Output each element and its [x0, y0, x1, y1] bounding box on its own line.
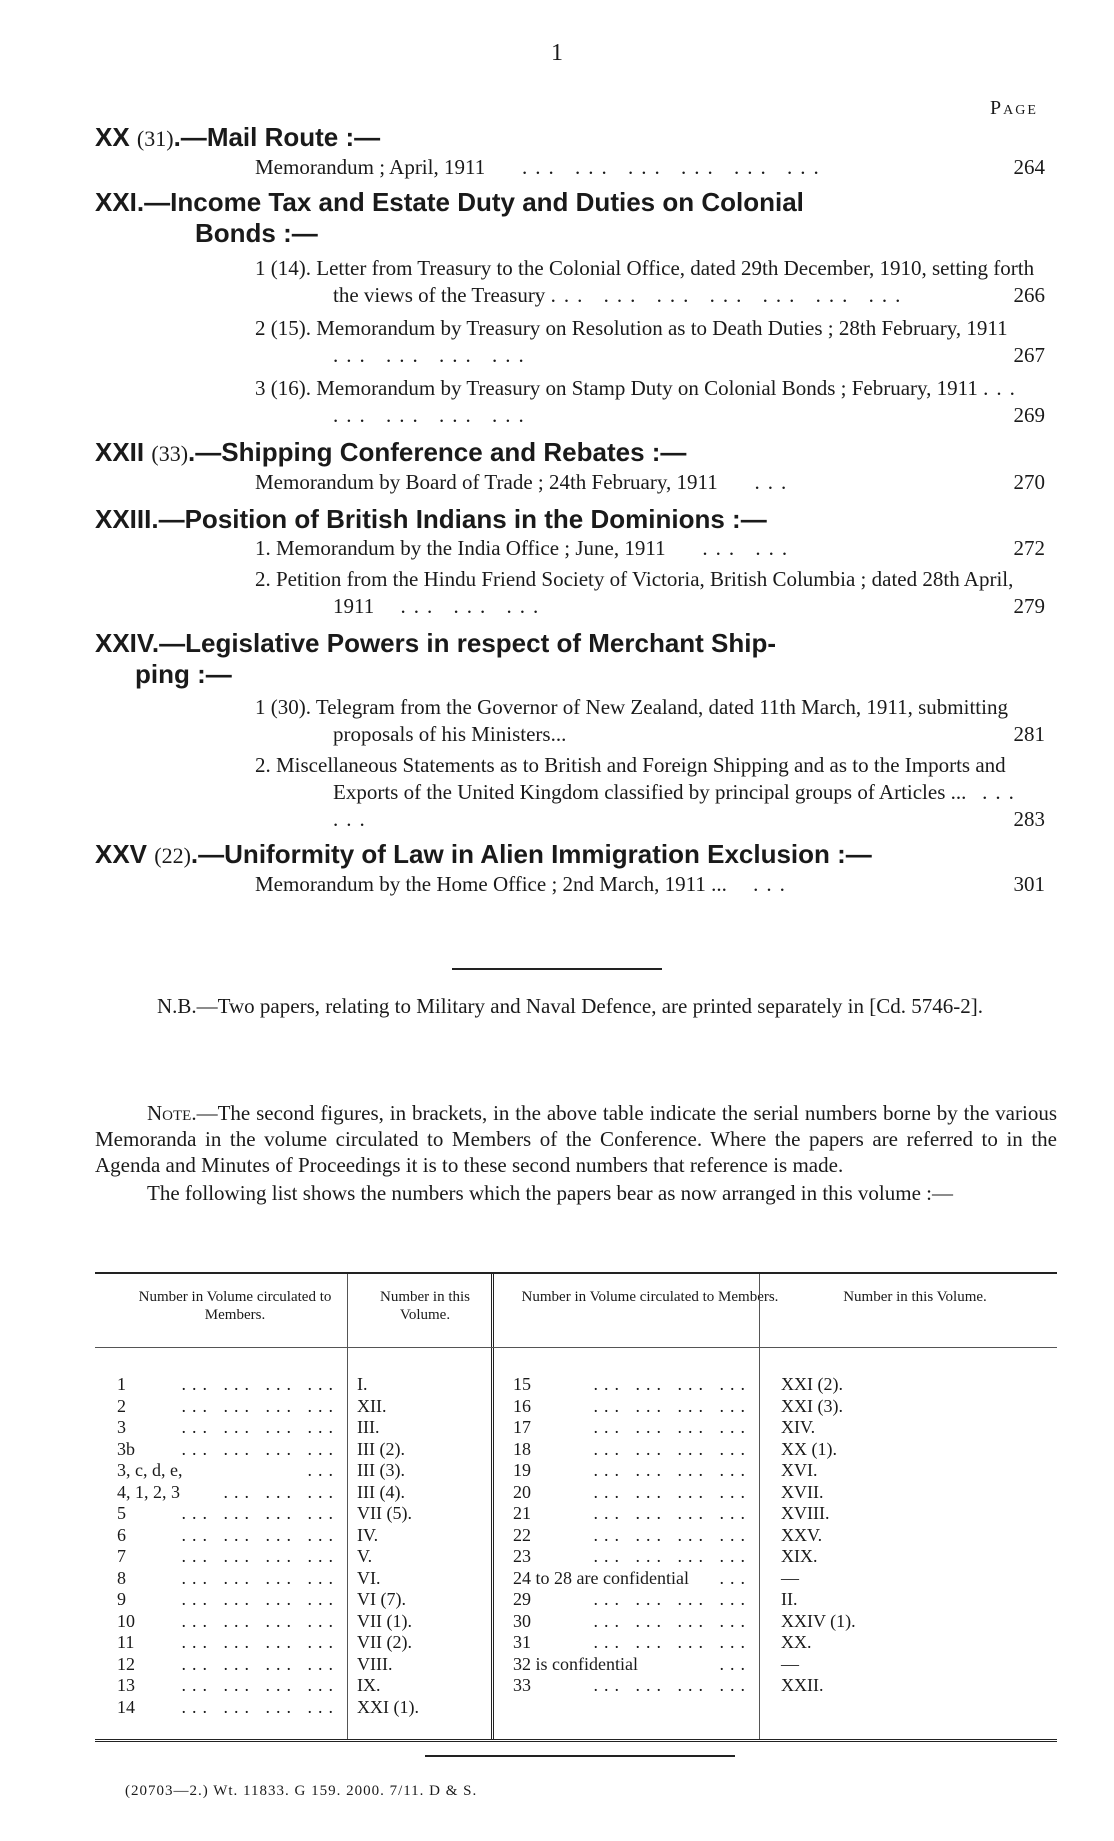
- toc-section: [95, 122, 1055, 181]
- table-row: [117, 1568, 345, 1590]
- dot-leader: ... ... ... ...: [593, 1374, 751, 1394]
- table-cell: 21: [513, 1503, 531, 1523]
- toc-section: [95, 628, 1055, 833]
- table-cell: VI (7).: [357, 1589, 406, 1609]
- table-cell: XVII.: [781, 1481, 824, 1502]
- table-row: [781, 1374, 981, 1396]
- table-row: [357, 1697, 487, 1719]
- table-cell: 22: [513, 1524, 531, 1545]
- left-volume-column: [357, 1374, 487, 1718]
- table-row: [513, 1546, 757, 1568]
- table-cell: 33: [513, 1675, 531, 1695]
- table-row: [117, 1374, 345, 1396]
- number-correspondence-table: [95, 1272, 1057, 1742]
- table-cell: III (2).: [357, 1438, 405, 1459]
- table-cell: 3b: [117, 1438, 135, 1459]
- toc-entry: 3 (16). Memorandum by Treasury on Stamp Duty on Colonial Bonds ; February, 1911 ... ... ... ... ... 269: [255, 376, 1045, 427]
- table-cell: 32 is confidential: [513, 1653, 638, 1674]
- table-row: [781, 1417, 981, 1439]
- nb-notice: N.B.—Two papers, relating to Military and Naval Defence, are printed separately in [Cd. 5746-2].: [156, 994, 983, 1018]
- table-row: [781, 1611, 981, 1633]
- table-row: [781, 1482, 981, 1504]
- page-ref: 281: [1013, 722, 1045, 746]
- table-cell: VIII.: [357, 1653, 393, 1674]
- table-cell: 19: [513, 1460, 531, 1480]
- table-row: [781, 1546, 981, 1568]
- dot-leader: ... ... ... ...: [181, 1653, 339, 1674]
- table-cell: III (4).: [357, 1481, 405, 1502]
- page-ref: 301: [1013, 872, 1045, 896]
- table-row: [117, 1482, 345, 1504]
- table-cell: XXI (2).: [781, 1374, 843, 1394]
- dot-leader: ... ... ... ...: [181, 1374, 339, 1394]
- table-cell: 23: [513, 1546, 531, 1566]
- left-members-column: [117, 1374, 345, 1718]
- table-cell: XII.: [357, 1395, 387, 1416]
- table-header: Number in Volume circulated to Members.: [138, 1289, 332, 1323]
- table-cell: 24 to 28 are confidential: [513, 1567, 689, 1588]
- table-row: [117, 1503, 345, 1525]
- page-ref: 279: [1013, 594, 1045, 618]
- table-row: [513, 1503, 757, 1525]
- table-row: [357, 1525, 487, 1547]
- table-cell: 7: [117, 1546, 126, 1566]
- table-row: [513, 1675, 757, 1697]
- page-ref: 264: [1013, 155, 1045, 179]
- table-header: Number in this Volume.: [380, 1289, 470, 1323]
- divider-rule: [452, 968, 662, 970]
- table-cell: 3, c, d, e,: [117, 1460, 183, 1480]
- table-row: [357, 1396, 487, 1418]
- table-cell: 29: [513, 1589, 531, 1609]
- table-row: [357, 1546, 487, 1568]
- table-row: [513, 1417, 757, 1439]
- dot-leader: ... ... ... ...: [181, 1610, 339, 1631]
- table-cell: VII (5).: [357, 1503, 412, 1523]
- toc-entry: 1 (14). Letter from Treasury to the Colonial Office, dated 29th December, 1910, setting forth the views of the Treasury ... ... ... ... ... ... ... 266: [255, 256, 1045, 307]
- table-cell: —: [781, 1653, 799, 1674]
- table-cell: IV.: [357, 1524, 379, 1545]
- table-cell: XX.: [781, 1632, 812, 1652]
- toc-entry: 2. Petition from the Hindu Friend Society of Victoria, British Columbia ; dated 28th April, 1911 ... ... ... 279: [255, 567, 1045, 618]
- table-row: [357, 1654, 487, 1676]
- dot-leader: ... ... ... ...: [593, 1460, 751, 1480]
- table-cell: 12: [117, 1653, 135, 1674]
- dot-leader: ... ... ... ...: [181, 1675, 339, 1695]
- page-ref: 272: [1013, 536, 1045, 560]
- toc-entry: 1. Memorandum by the India Office ; June, 1911 ... ... 272: [255, 536, 1045, 560]
- table-row: [513, 1460, 757, 1482]
- table-row: [513, 1568, 757, 1590]
- table-cell: IX.: [357, 1675, 381, 1695]
- printer-imprint: (20703—2.) Wt. 11833. G 159. 2000. 7/11. D & S.: [125, 1783, 478, 1799]
- right-members-column: [513, 1374, 757, 1697]
- toc-section: [95, 437, 1055, 496]
- dot-leader: ... ... ... ...: [181, 1589, 339, 1609]
- dot-leader: ... ... ... ...: [593, 1632, 751, 1652]
- dot-leader: ... ... ... ...: [593, 1438, 751, 1459]
- table-of-contents: [95, 122, 1055, 902]
- toc-entry: 1 (30). Telegram from the Governor of New Zealand, dated 11th March, 1911, submitting proposals of his Ministers... 281: [255, 695, 1045, 746]
- table-row: [357, 1675, 487, 1697]
- dot-leader: ... ... ... ...: [593, 1675, 751, 1695]
- table-cell: 18: [513, 1438, 531, 1459]
- dot-leader: ... ... ... ...: [181, 1524, 339, 1545]
- table-cell: XVIII.: [781, 1503, 830, 1523]
- section-title: XXIV.—Legislative Powers in respect of Merchant Ship- ping :—: [95, 628, 777, 689]
- table-cell: 3: [117, 1417, 126, 1437]
- note-paragraph: The following list shows the numbers which the papers bear as now arranged in this volume :—: [147, 1181, 953, 1205]
- table-row: [513, 1396, 757, 1418]
- toc-entry: 2. Miscellaneous Statements as to British and Foreign Shipping and as to the Imports and Exports of the United Kingdom classified by principal groups of Articles ... ... ... 283: [255, 753, 1045, 831]
- divider-rule: [425, 1755, 735, 1757]
- table-row: [117, 1589, 345, 1611]
- table-header: Number in Volume circulated to Members.: [521, 1289, 779, 1305]
- table-row: [117, 1525, 345, 1547]
- table-row: [117, 1460, 345, 1482]
- dot-leader: ... ... ... ...: [593, 1524, 751, 1545]
- dot-leader: ...: [719, 1567, 751, 1588]
- dot-leader: ... ... ... ...: [593, 1610, 751, 1631]
- table-cell: 2: [117, 1395, 126, 1416]
- table-row: [357, 1417, 487, 1439]
- table-cell: 4, 1, 2, 3: [117, 1481, 180, 1502]
- table-row: [357, 1460, 487, 1482]
- dot-leader: ... ... ... ...: [181, 1395, 339, 1416]
- column-divider: [759, 1274, 760, 1739]
- toc-section: [95, 839, 1055, 898]
- page-column-label: Page: [990, 97, 1038, 119]
- table-cell: 6: [117, 1524, 126, 1545]
- table-row: [357, 1632, 487, 1654]
- page-ref: 269: [1013, 403, 1045, 427]
- dot-leader: ...: [719, 1653, 751, 1674]
- toc-section: [95, 504, 1055, 620]
- table-cell: 9: [117, 1589, 126, 1609]
- column-divider: [491, 1274, 494, 1739]
- table-row: [781, 1632, 981, 1654]
- dot-leader: ... ... ... ...: [181, 1503, 339, 1523]
- table-row: [357, 1589, 487, 1611]
- table-row: [513, 1374, 757, 1396]
- table-cell: III (3).: [357, 1460, 405, 1480]
- dot-leader: ... ... ... ...: [181, 1696, 339, 1717]
- table-row: [781, 1439, 981, 1461]
- table-row: [513, 1589, 757, 1611]
- table-row: [117, 1417, 345, 1439]
- page-ref: 266: [1013, 283, 1045, 307]
- table-cell: 1: [117, 1374, 126, 1394]
- table-row: [513, 1611, 757, 1633]
- table-cell: XIV.: [781, 1417, 816, 1437]
- table-cell: 11: [117, 1632, 135, 1652]
- table-row: [513, 1525, 757, 1547]
- table-row: [781, 1503, 981, 1525]
- table-row: [357, 1503, 487, 1525]
- table-cell: 5: [117, 1503, 126, 1523]
- section-title: XXII (33).—Shipping Conference and Rebates :—: [95, 437, 687, 467]
- table-cell: 20: [513, 1481, 531, 1502]
- table-row: [117, 1697, 345, 1719]
- table-cell: 8: [117, 1567, 126, 1588]
- dot-leader: ... ... ... ...: [593, 1395, 751, 1416]
- note-paragraph: Note.—The second figures, in brackets, in the above table indicate the serial numbers borne by the various Memoranda in the volume circulated to Members of the Conference. Where the papers are referred to in the Agenda and Minutes of Proceedings it is to these second numbers that reference is made.: [95, 1101, 1057, 1177]
- dot-leader: ... ... ... ...: [593, 1589, 751, 1609]
- table-row: [781, 1654, 981, 1676]
- dot-leader: ... ... ... ...: [593, 1417, 751, 1437]
- table-row: [117, 1611, 345, 1633]
- toc-entry: Memorandum by Board of Trade ; 24th February, 1911 ... 270: [255, 470, 1045, 494]
- table-cell: 31: [513, 1632, 531, 1652]
- table-row: [357, 1568, 487, 1590]
- table-cell: VII (1).: [357, 1610, 412, 1631]
- dot-leader: ... ... ... ...: [181, 1417, 339, 1437]
- dot-leader: ... ... ...: [223, 1481, 339, 1502]
- dot-leader: ... ... ... ...: [593, 1481, 751, 1502]
- page-ref: 267: [1013, 343, 1045, 367]
- toc-entry: Memorandum ; April, 1911 ... ... ... ... ... ... 264: [255, 155, 1045, 179]
- table-row: [357, 1611, 487, 1633]
- table-cell: 15: [513, 1374, 531, 1394]
- table-row: [117, 1675, 345, 1697]
- table-row: [781, 1396, 981, 1418]
- table-row: [117, 1632, 345, 1654]
- table-cell: III.: [357, 1417, 380, 1437]
- table-header: Number in this Volume.: [843, 1289, 987, 1305]
- table-cell: XXV.: [781, 1524, 823, 1545]
- table-row: [513, 1482, 757, 1504]
- dot-leader: ... ... ... ...: [181, 1546, 339, 1566]
- dot-leader: ... ... ... ...: [593, 1546, 751, 1566]
- table-cell: XXI (3).: [781, 1395, 843, 1416]
- dot-leader: ... ... ... ...: [593, 1503, 751, 1523]
- toc-section: [95, 187, 1055, 429]
- table-row: [117, 1654, 345, 1676]
- table-row: [781, 1589, 981, 1611]
- column-divider: [347, 1274, 348, 1739]
- table-row: [357, 1439, 487, 1461]
- table-cell: VII (2).: [357, 1632, 412, 1652]
- table-row: [781, 1568, 981, 1590]
- table-cell: XXII.: [781, 1675, 824, 1695]
- toc-entry: Memorandum by the Home Office ; 2nd March, 1911 ... ... 301: [255, 872, 1045, 896]
- table-cell: II.: [781, 1589, 798, 1609]
- table-row: [513, 1632, 757, 1654]
- note-paragraphs: [95, 1100, 1057, 1206]
- table-cell: 14: [117, 1696, 135, 1717]
- table-cell: XVI.: [781, 1460, 818, 1480]
- section-title: XXV (22).—Uniformity of Law in Alien Immigration Exclusion :—: [95, 839, 872, 869]
- table-cell: XX (1).: [781, 1438, 837, 1459]
- table-row: [117, 1546, 345, 1568]
- table-cell: 13: [117, 1675, 135, 1695]
- header-rule: [95, 1347, 1057, 1348]
- table-row: [357, 1482, 487, 1504]
- table-row: [513, 1654, 757, 1676]
- table-cell: VI.: [357, 1567, 381, 1588]
- table-row: [781, 1525, 981, 1547]
- table-cell: 30: [513, 1610, 531, 1631]
- table-row: [781, 1675, 981, 1697]
- page-ref: 270: [1013, 470, 1045, 494]
- table-cell: 16: [513, 1395, 531, 1416]
- table-cell: XIX.: [781, 1546, 818, 1566]
- table-row: [117, 1396, 345, 1418]
- page-ref: 283: [1013, 807, 1045, 831]
- table-cell: I.: [357, 1374, 368, 1394]
- dot-leader: ...: [307, 1460, 339, 1480]
- table-row: [357, 1374, 487, 1396]
- section-title: XXIII.—Position of British Indians in the Dominions :—: [95, 504, 767, 534]
- table-row: [117, 1439, 345, 1461]
- dot-leader: ... ... ... ...: [181, 1632, 339, 1652]
- table-row: [781, 1460, 981, 1482]
- section-title: XX (31).—Mail Route :—: [95, 122, 381, 152]
- table-row: [513, 1439, 757, 1461]
- table-cell: V.: [357, 1546, 373, 1566]
- right-volume-column: [781, 1374, 981, 1697]
- toc-entry: 2 (15). Memorandum by Treasury on Resolution as to Death Duties ; 28th February, 1911 ... ... ... ... 267: [255, 316, 1045, 367]
- table-cell: —: [781, 1567, 799, 1588]
- table-cell: 17: [513, 1417, 531, 1437]
- page-number: 1: [551, 40, 563, 66]
- section-title: XXI.—Income Tax and Estate Duty and Duties on Colonial Bonds :—: [95, 187, 804, 248]
- dot-leader: ... ... ... ...: [181, 1438, 339, 1459]
- dot-leader: ... ... ... ...: [181, 1567, 339, 1588]
- table-cell: 10: [117, 1610, 135, 1631]
- table-cell: XXIV (1).: [781, 1610, 856, 1631]
- table-cell: XXI (1).: [357, 1696, 419, 1717]
